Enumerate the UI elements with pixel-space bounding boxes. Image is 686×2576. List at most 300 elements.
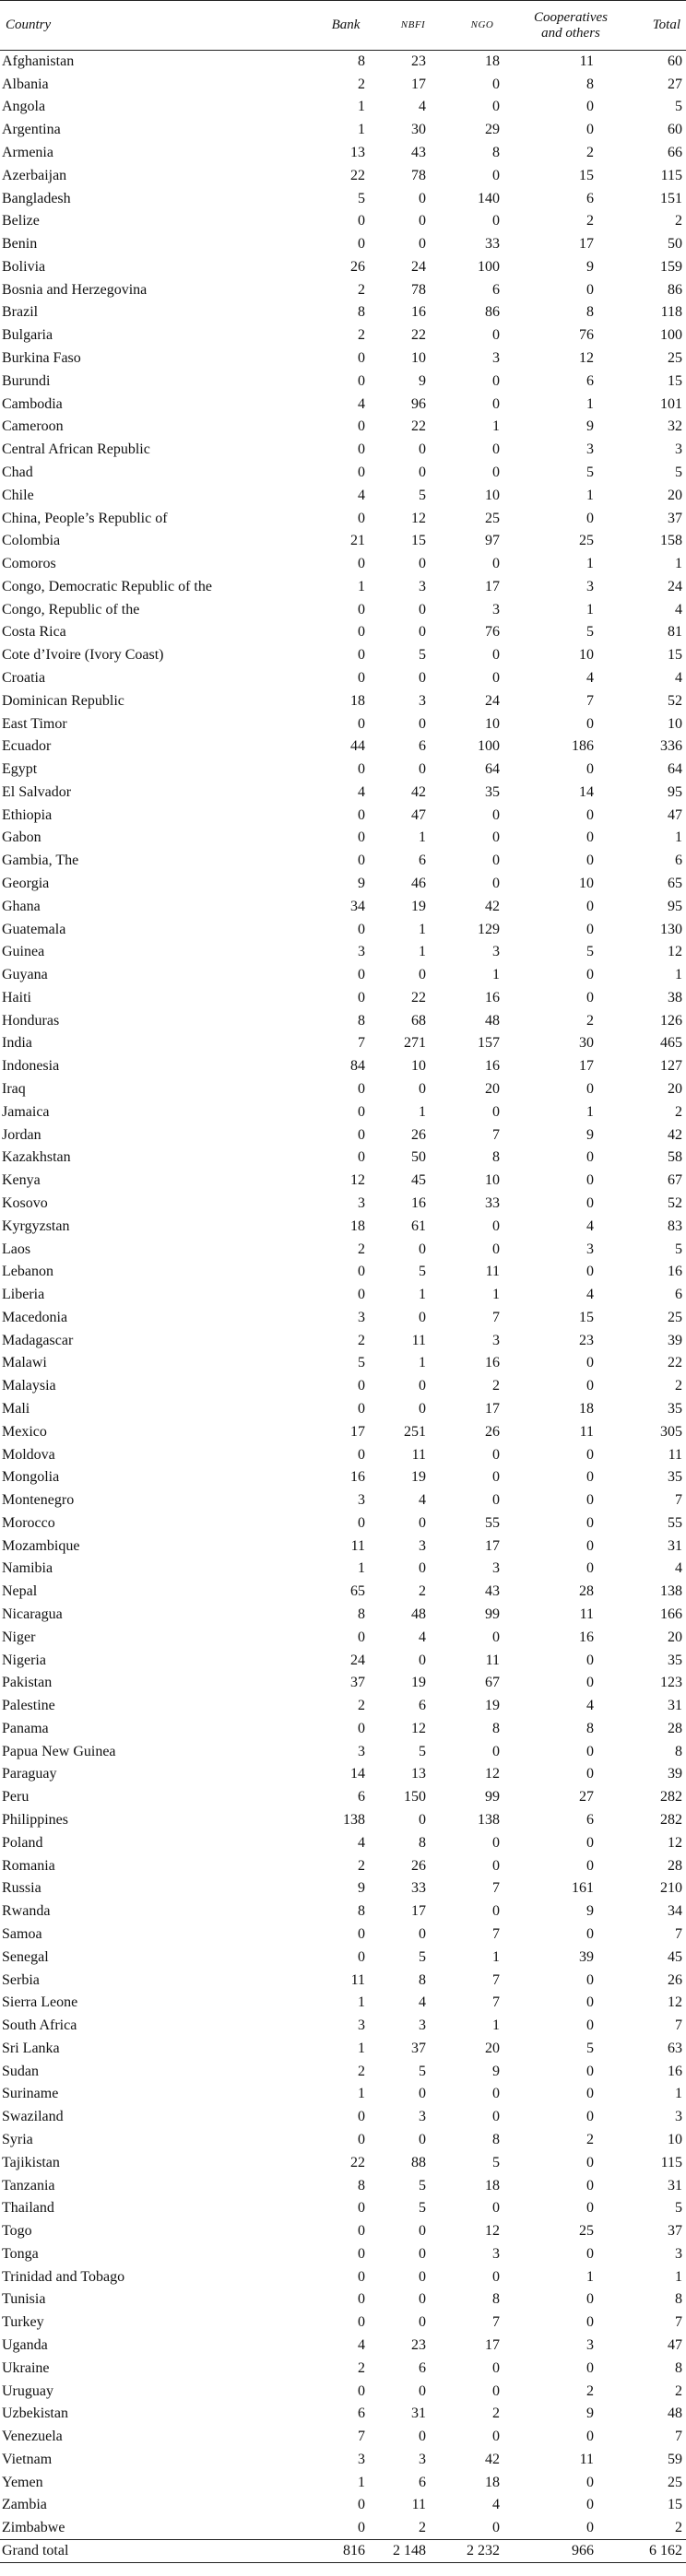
cell-total: 52 (668, 692, 682, 709)
header-row (0, 1, 686, 51)
cell-total: 151 (660, 190, 682, 206)
table-row (0, 1123, 686, 1147)
cell-country: Philippines (2, 1812, 69, 1829)
cell-total: 11 (668, 1446, 682, 1463)
cell-ngo: 0 (492, 76, 500, 92)
cell-nbfi: 4 (419, 1629, 426, 1645)
cell-total: 158 (660, 533, 682, 549)
cell-total: 64 (668, 761, 682, 778)
cell-cooperatives: 0 (586, 281, 594, 298)
cell-ngo: 8 (492, 2131, 500, 2147)
cell-nbfi: 4 (419, 1994, 426, 2011)
table-row (0, 2288, 686, 2311)
cell-country: Haiti (2, 989, 31, 1006)
cell-total: 28 (668, 1720, 682, 1736)
cell-nbfi: 47 (411, 806, 426, 823)
cell-total: 12 (668, 944, 682, 960)
cell-ngo: 2 (492, 2405, 500, 2422)
cell-bank: 0 (358, 989, 365, 1006)
cell-country: Costa Rica (2, 624, 66, 641)
table-row (0, 324, 686, 347)
cell-country: Gambia, The (2, 853, 79, 869)
cell-country: Chad (2, 464, 33, 480)
cell-country: Sudan (2, 2063, 39, 2079)
cell-cooperatives: 9 (586, 258, 594, 275)
cell-nbfi: 16 (411, 1194, 426, 1211)
table-row (0, 2494, 686, 2517)
table-row (0, 621, 686, 644)
cell-total: 4 (675, 601, 682, 618)
cell-ngo: 0 (492, 395, 500, 412)
table-row (0, 256, 686, 279)
table-row (0, 210, 686, 233)
cell-nbfi: 16 (411, 304, 426, 321)
cell-bank: 1 (358, 1560, 365, 1577)
table-row (0, 2129, 686, 2152)
table-row (0, 667, 686, 690)
cell-bank: 8 (358, 1903, 365, 1920)
cell-ngo: 0 (492, 1241, 500, 1257)
cell-bank: 0 (358, 806, 365, 823)
table-row (0, 2037, 686, 2060)
cell-ngo: 55 (485, 1514, 500, 1531)
cell-total: 282 (660, 1789, 682, 1806)
cell-total: 3 (675, 441, 682, 458)
cell-total: 25 (668, 2474, 682, 2490)
cell-ngo: 11 (485, 1264, 500, 1280)
table-row (0, 850, 686, 873)
cell-bank: 84 (350, 1058, 365, 1075)
cell-bank: 0 (358, 2200, 365, 2217)
cell-total: 3 (675, 2109, 682, 2125)
cell-bank: 24 (350, 1652, 365, 1668)
cell-country: Nigeria (2, 1652, 46, 1668)
cell-total: 16 (668, 1264, 682, 1280)
cell-country: Sierra Leone (2, 1994, 78, 2011)
cell-bank: 0 (358, 761, 365, 778)
cell-nbfi: 0 (419, 2223, 426, 2240)
cell-ngo: 17 (485, 1400, 500, 1417)
cell-cooperatives: 11 (579, 1423, 594, 1440)
cell-total: 24 (668, 578, 682, 594)
cell-nbfi: 0 (419, 2291, 426, 2308)
cell-nbfi: 0 (419, 1812, 426, 1829)
cell-country: Guinea (2, 944, 45, 960)
cell-bank: 11 (350, 1537, 365, 1554)
header-ngo: NGO (470, 19, 494, 30)
table-row (0, 759, 686, 782)
table-row (0, 1100, 686, 1123)
cell-cooperatives: 16 (579, 1629, 594, 1645)
cell-country: Mali (2, 1400, 30, 1417)
cell-nbfi: 26 (411, 1126, 426, 1143)
cell-cooperatives: 0 (586, 2359, 594, 2376)
cell-ngo: 20 (485, 2040, 500, 2056)
cell-ngo: 3 (492, 1560, 500, 1577)
cell-cooperatives: 8 (586, 304, 594, 321)
cell-country: Cambodia (2, 395, 63, 412)
cell-total: 47 (668, 806, 682, 823)
cell-nbfi: 24 (411, 258, 426, 275)
cell-total: 2 (675, 1378, 682, 1394)
cell-ngo: 1 (492, 418, 500, 435)
cell-bank: 8 (358, 2177, 365, 2194)
table-body (0, 51, 686, 2563)
table-row (0, 2060, 686, 2083)
cell-ngo: 76 (485, 624, 500, 641)
grand-total-row (0, 2540, 686, 2563)
cell-country: Ghana (2, 898, 41, 914)
cell-country: Kyrgyzstan (2, 1217, 70, 1234)
table-row (0, 2220, 686, 2243)
cell-country: India (2, 1035, 32, 1052)
cell-country: Dominican Republic (2, 692, 124, 709)
cell-total: 7 (675, 1925, 682, 1942)
cell-country: Nicaragua (2, 1606, 63, 1623)
table-row (0, 2106, 686, 2129)
cell-bank: 816 (343, 2543, 365, 2559)
cell-cooperatives: 18 (579, 1400, 594, 1417)
table-row (0, 2265, 686, 2288)
cell-nbfi: 1 (419, 829, 426, 846)
cell-total: 123 (660, 1675, 682, 1691)
cell-ngo: 4 (492, 2497, 500, 2513)
cell-bank: 3 (358, 944, 365, 960)
cell-nbfi: 0 (419, 1309, 426, 1325)
table-row (0, 462, 686, 485)
cell-bank: 0 (358, 715, 365, 732)
cell-total: 6 (675, 853, 682, 869)
table-row (0, 96, 686, 119)
cell-country: Thailand (2, 2200, 54, 2217)
cell-total: 1 (675, 2086, 682, 2102)
cell-cooperatives: 0 (586, 2109, 594, 2125)
cell-ngo: 0 (492, 1469, 500, 1486)
table-row (0, 1763, 686, 1786)
cell-country: Mongolia (2, 1469, 60, 1486)
cell-cooperatives: 5 (586, 2040, 594, 2056)
table-row (0, 1695, 686, 1718)
cell-ngo: 18 (485, 2474, 500, 2490)
cell-nbfi: 78 (411, 281, 426, 298)
cell-country: Morocco (2, 1514, 55, 1531)
cell-country: Russia (2, 1880, 41, 1897)
table-row (0, 1992, 686, 2015)
cell-ngo: 7 (492, 1126, 500, 1143)
cell-total: 22 (668, 1355, 682, 1371)
table-row (0, 119, 686, 142)
cell-ngo: 0 (492, 669, 500, 686)
cell-bank: 13 (350, 145, 365, 161)
table-row (0, 2311, 686, 2335)
table-row (0, 1718, 686, 1741)
cell-ngo: 0 (492, 441, 500, 458)
cell-nbfi: 48 (411, 1606, 426, 1623)
table-row (0, 2517, 686, 2540)
cell-bank: 138 (343, 1812, 365, 1829)
cell-country: Guatemala (2, 921, 66, 937)
cell-country: Laos (2, 1241, 31, 1257)
cell-ngo: 67 (485, 1675, 500, 1691)
cell-nbfi: 3 (419, 692, 426, 709)
cell-nbfi: 5 (419, 487, 426, 503)
cell-total: 7 (675, 2429, 682, 2445)
cell-total: 25 (668, 350, 682, 367)
cell-cooperatives: 1 (586, 395, 594, 412)
table-row (0, 1626, 686, 1649)
cell-bank: 0 (358, 1400, 365, 1417)
cell-total: 6 (675, 1287, 682, 1303)
cell-total: 67 (668, 1172, 682, 1189)
cell-country: Serbia (2, 1971, 40, 1988)
cell-ngo: 0 (492, 2086, 500, 2102)
cell-bank: 0 (358, 1149, 365, 1166)
cell-country: Indonesia (2, 1058, 60, 1075)
cell-ngo: 17 (485, 578, 500, 594)
cell-ngo: 7 (492, 1309, 500, 1325)
cell-cooperatives: 14 (579, 783, 594, 800)
table-row (0, 895, 686, 918)
cell-cooperatives: 3 (586, 2337, 594, 2354)
table-row (0, 2151, 686, 2174)
cell-bank: 3 (358, 1309, 365, 1325)
cell-country: Paraguay (2, 1766, 57, 1782)
cell-ngo: 1 (492, 967, 500, 983)
cell-nbfi: 78 (411, 167, 426, 183)
cell-nbfi: 1 (419, 1103, 426, 1120)
cell-cooperatives: 23 (579, 1332, 594, 1348)
cell-nbfi: 0 (419, 464, 426, 480)
cell-ngo: 0 (492, 2520, 500, 2536)
cell-ngo: 0 (492, 464, 500, 480)
header-nbfi: NBFI (400, 19, 426, 30)
cell-nbfi: 50 (411, 1149, 426, 1166)
table-row (0, 1443, 686, 1466)
cell-nbfi: 42 (411, 783, 426, 800)
cell-ngo: 0 (492, 99, 500, 115)
cell-cooperatives: 4 (586, 669, 594, 686)
cell-country: China, People’s Republic of (2, 510, 168, 526)
cell-total: 28 (668, 1857, 682, 1874)
cell-bank: 11 (350, 1971, 365, 1988)
cell-total: 8 (675, 2291, 682, 2308)
cell-bank: 0 (358, 921, 365, 937)
cell-nbfi: 12 (411, 510, 426, 526)
cell-bank: 2 (358, 327, 365, 344)
cell-bank: 14 (350, 1766, 365, 1782)
cell-country: Poland (2, 1834, 43, 1851)
cell-nbfi: 11 (411, 1446, 426, 1463)
cell-cooperatives: 0 (586, 1469, 594, 1486)
cell-ngo: 1 (492, 1287, 500, 1303)
cell-country: Liberia (2, 1287, 45, 1303)
cell-cooperatives: 4 (586, 1698, 594, 1714)
cell-country: Croatia (2, 669, 46, 686)
cell-nbfi: 17 (411, 76, 426, 92)
cell-ngo: 10 (485, 715, 500, 732)
table-row (0, 1375, 686, 1398)
cell-cooperatives: 0 (586, 1560, 594, 1577)
cell-cooperatives: 0 (586, 2245, 594, 2262)
cell-cooperatives: 0 (586, 1925, 594, 1942)
cell-bank: 0 (358, 624, 365, 641)
table-row (0, 51, 686, 74)
cell-nbfi: 0 (419, 1925, 426, 1942)
cell-ngo: 18 (485, 53, 500, 70)
cell-country: Uganda (2, 2337, 48, 2354)
cell-country: South Africa (2, 2017, 77, 2034)
cell-total: 39 (668, 1766, 682, 1782)
cell-cooperatives: 0 (586, 510, 594, 526)
cell-ngo: 3 (492, 350, 500, 367)
cell-country: Congo, Democratic Republic of the (2, 578, 212, 594)
cell-bank: 0 (358, 647, 365, 664)
cell-total: 50 (668, 236, 682, 253)
cell-country: Suriname (2, 2086, 59, 2102)
cell-bank: 0 (358, 2223, 365, 2240)
cell-cooperatives: 6 (586, 190, 594, 206)
cell-bank: 0 (358, 441, 365, 458)
cell-ngo: 3 (492, 2245, 500, 2262)
cell-cooperatives: 0 (586, 2017, 594, 2034)
cell-cooperatives: 0 (586, 1492, 594, 1509)
cell-cooperatives: 12 (579, 350, 594, 367)
cell-ngo: 157 (478, 1035, 500, 1052)
cell-bank: 5 (358, 190, 365, 206)
cell-country: Mozambique (2, 1537, 80, 1554)
table-row (0, 1512, 686, 1535)
cell-bank: 4 (358, 487, 365, 503)
cell-nbfi: 0 (419, 715, 426, 732)
cell-ngo: 10 (485, 1172, 500, 1189)
cell-cooperatives: 15 (579, 1309, 594, 1325)
table-row (0, 1193, 686, 1216)
cell-total: 7 (675, 2314, 682, 2331)
cell-country: Burundi (2, 372, 51, 389)
table-row (0, 164, 686, 187)
cell-cooperatives: 25 (579, 2223, 594, 2240)
table-row (0, 416, 686, 439)
cell-ngo: 0 (492, 2200, 500, 2217)
cell-bank: 0 (358, 2268, 365, 2285)
cell-country: Yemen (2, 2474, 43, 2490)
cell-ngo: 18 (485, 2177, 500, 2194)
cell-ngo: 0 (492, 2359, 500, 2376)
cell-total: 86 (668, 281, 682, 298)
cell-bank: 21 (350, 533, 365, 549)
table-row (0, 301, 686, 324)
cell-country: Samoa (2, 1925, 42, 1942)
cell-country: Rwanda (2, 1903, 51, 1920)
cell-country: Tunisia (2, 2291, 46, 2308)
cell-nbfi: 68 (411, 1012, 426, 1029)
cell-nbfi: 22 (411, 327, 426, 344)
table-row (0, 2403, 686, 2426)
cell-bank: 9 (358, 1880, 365, 1897)
cell-cooperatives: 27 (579, 1789, 594, 1806)
cell-ngo: 7 (492, 2314, 500, 2331)
cell-bank: 0 (358, 853, 365, 869)
cell-ngo: 29 (485, 122, 500, 138)
cell-ngo: 10 (485, 487, 500, 503)
cell-total: 126 (660, 1012, 682, 1029)
table-row (0, 1969, 686, 1992)
cell-bank: 5 (358, 1355, 365, 1371)
cell-ngo: 99 (485, 1606, 500, 1623)
cell-total: 2 (675, 213, 682, 229)
table-row (0, 941, 686, 964)
cell-nbfi: 61 (411, 1217, 426, 1234)
cell-bank: 6 (358, 1789, 365, 1806)
cell-total: 60 (668, 122, 682, 138)
table-row (0, 1329, 686, 1352)
cell-total: 37 (668, 2223, 682, 2240)
cell-total: 37 (668, 510, 682, 526)
cell-total: 12 (668, 1994, 682, 2011)
cell-cooperatives: 6 (586, 372, 594, 389)
cell-country: Madagascar (2, 1332, 74, 1348)
cell-cooperatives: 0 (586, 2497, 594, 2513)
cell-nbfi: 3 (419, 1537, 426, 1554)
cell-country: Bangladesh (2, 190, 71, 206)
cell-ngo: 140 (478, 190, 500, 206)
cell-country: Turkey (2, 2314, 44, 2331)
cell-bank: 0 (358, 1126, 365, 1143)
cell-total: 66 (668, 145, 682, 161)
cell-bank: 1 (358, 2086, 365, 2102)
cell-bank: 3 (358, 1492, 365, 1509)
cell-ngo: 0 (492, 213, 500, 229)
table-row (0, 1306, 686, 1329)
cell-ngo: 35 (485, 783, 500, 800)
table-header (0, 1, 686, 51)
cell-cooperatives: 15 (579, 167, 594, 183)
cell-nbfi: 0 (419, 2382, 426, 2399)
cell-nbfi: 19 (411, 898, 426, 914)
cell-country: Argentina (2, 122, 61, 138)
cell-ngo: 1 (492, 2017, 500, 2034)
cell-bank: 37 (350, 1675, 365, 1691)
cell-nbfi: 22 (411, 418, 426, 435)
cell-cooperatives: 1 (586, 556, 594, 572)
cell-total: 35 (668, 1652, 682, 1668)
cell-nbfi: 1 (419, 1355, 426, 1371)
cell-cooperatives: 1 (586, 487, 594, 503)
cell-nbfi: 17 (411, 1903, 426, 1920)
cell-nbfi: 6 (419, 1698, 426, 1714)
cell-country: Papua New Guinea (2, 1743, 116, 1759)
cell-nbfi: 9 (419, 372, 426, 389)
cell-ngo: 0 (492, 1492, 500, 1509)
cell-ngo: 24 (485, 692, 500, 709)
cell-nbfi: 0 (419, 601, 426, 618)
table-row (0, 393, 686, 416)
cell-nbfi: 2 148 (393, 2543, 426, 2559)
cell-total: 32 (668, 418, 682, 435)
cell-bank: 0 (358, 2520, 365, 2536)
cell-cooperatives: 0 (586, 1994, 594, 2011)
cell-country: Zimbabwe (2, 2520, 65, 2536)
cell-bank: 8 (358, 1606, 365, 1623)
cell-ngo: 0 (492, 1446, 500, 1463)
table-row (0, 1032, 686, 1055)
cell-cooperatives: 0 (586, 2177, 594, 2194)
cell-nbfi: 0 (419, 2086, 426, 2102)
cell-nbfi: 5 (419, 1264, 426, 1280)
table-row (0, 644, 686, 667)
cell-nbfi: 0 (419, 236, 426, 253)
cell-ngo: 86 (485, 304, 500, 321)
